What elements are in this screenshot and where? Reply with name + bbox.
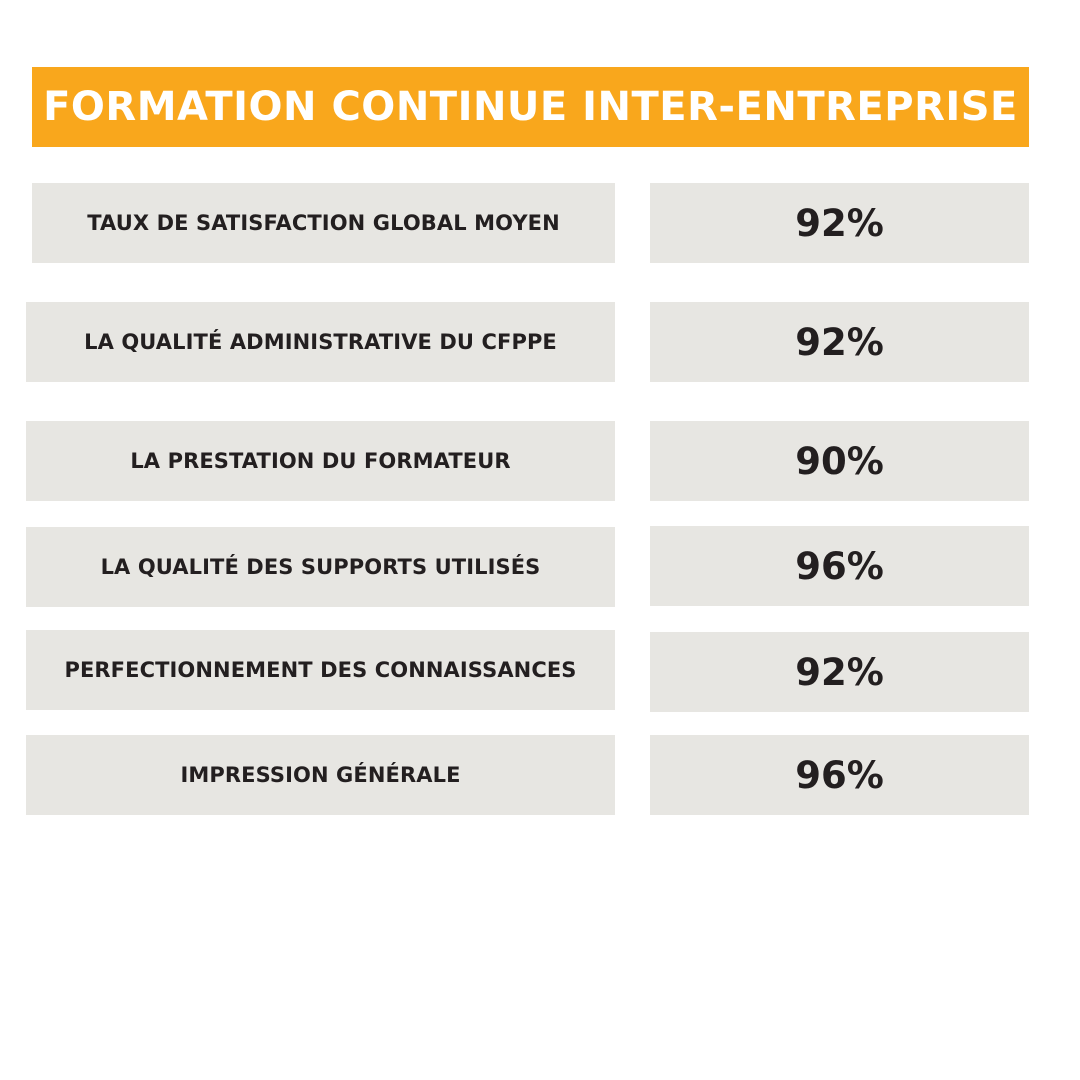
row-value-cell (650, 632, 1029, 712)
page-title: FORMATION CONTINUE INTER-ENTREPRISE (43, 84, 1018, 130)
row-value-cell (650, 526, 1029, 606)
row-value-cell (650, 183, 1029, 263)
row-label-cell (32, 183, 615, 263)
row-label-cell (26, 735, 615, 815)
row-value: 96% (795, 544, 884, 588)
row-value: 92% (795, 320, 884, 364)
row-label-cell (26, 302, 615, 382)
row-label: LA QUALITÉ ADMINISTRATIVE DU CFPPE (84, 330, 557, 354)
row-value: 92% (795, 201, 884, 245)
row-label-cell (26, 527, 615, 607)
row-value-cell (650, 735, 1029, 815)
row-label: PERFECTIONNEMENT DES CONNAISSANCES (64, 658, 577, 682)
row-value: 90% (795, 439, 884, 483)
row-value: 96% (795, 753, 884, 797)
row-value-cell (650, 302, 1029, 382)
row-label: TAUX DE SATISFACTION GLOBAL MOYEN (87, 211, 560, 235)
row-label: LA PRESTATION DU FORMATEUR (130, 449, 511, 473)
row-label-cell (26, 630, 615, 710)
row-label: LA QUALITÉ DES SUPPORTS UTILISÉS (100, 555, 541, 579)
row-label: IMPRESSION GÉNÉRALE (180, 763, 461, 787)
row-label-cell (26, 421, 615, 501)
row-value-cell (650, 421, 1029, 501)
header-banner (32, 67, 1029, 147)
row-value: 92% (795, 650, 884, 694)
